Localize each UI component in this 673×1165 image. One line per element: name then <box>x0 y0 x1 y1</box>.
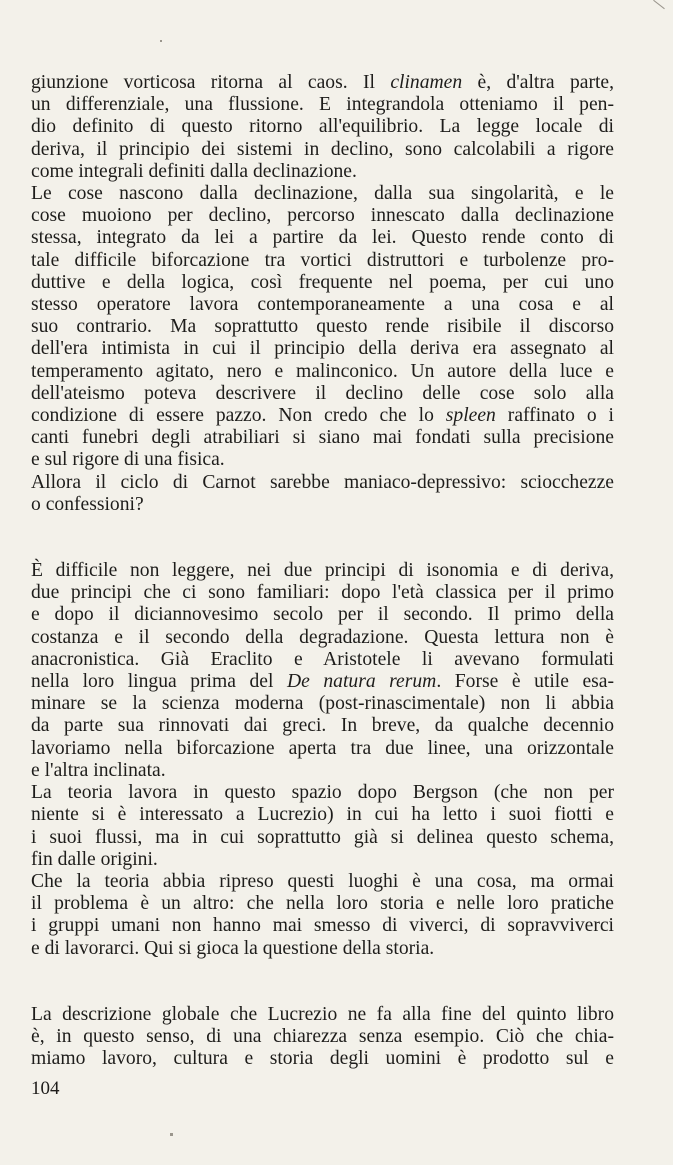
italic-title: De natura rerum <box>286 671 437 693</box>
text-line: cose muoiono per declino, percorso innescato dalla declinazione <box>31 205 614 227</box>
italic-term: clinamen <box>390 72 463 93</box>
paragraph <box>31 1004 614 1071</box>
page-number: 104 <box>31 1078 60 1099</box>
text-line: i gruppi umani non hanno mai smesso di viverci, di sopravviverci <box>31 915 614 937</box>
text-line: dell'ateismo poteva descrivere il declino delle cose solo alla <box>31 382 614 404</box>
text-line: giunzione vorticosa ritorna al caos. Il clinamen è, d'altra parte, <box>31 72 615 93</box>
text-line: Le cose nascono dalla declinazione, dalla sua singolarità, e le <box>31 183 614 205</box>
text-line: stessa, integrato da lei a partire da lei. Questo rende conto di <box>31 227 614 249</box>
text-line: dell'era intimista in cui il principio della deriva era assegnato al <box>31 338 614 360</box>
text-line: miamo lavoro, cultura e storia degli uomini è prodotto sul e <box>31 1048 614 1070</box>
paragraph <box>31 183 614 472</box>
italic-term: spleen <box>445 405 496 427</box>
paragraph <box>31 472 614 516</box>
text-line: e dopo il diciannovesimo secolo per il secondo. Il primo della <box>31 604 614 626</box>
section-gap <box>31 516 614 560</box>
text-line: e l'altra inclinata. <box>31 759 166 781</box>
text-line: e di lavorarci. Qui si gioca la questione della storia. <box>31 937 435 959</box>
text-line: deriva, il principio dei sistemi in declino, sono calcolabili a rigore <box>31 138 614 160</box>
paragraph <box>31 871 614 960</box>
body-text <box>31 72 614 1070</box>
text-line: lavoriamo nella biforcazione aperta tra due linee, una orizzontale <box>31 737 614 759</box>
text-line: Allora il ciclo di Carnot sarebbe maniaco-depressivo: sciocchezze <box>31 471 614 493</box>
text-line: o confessioni? <box>31 493 144 515</box>
text-line: Che la teoria abbia ripreso questi luoghi è una cosa, ma ormai <box>31 870 614 892</box>
text-line: canti funebri degli atrabiliari si siano mai fondati sulla precisione <box>31 427 614 449</box>
text-line: duttive e della logica, così frequente nel poema, per cui uno <box>31 271 614 293</box>
text-line: dio definito di questo ritorno all'equilibrio. La legge locale di <box>31 116 614 138</box>
text-line: un differenziale, una flussione. E integrandola otteniamo il pen- <box>31 94 614 116</box>
text-line: suo contrario. Ma soprattutto questo rende risibile il discorso <box>31 316 614 338</box>
paragraph <box>31 72 614 183</box>
text-line: fin dalle origini. <box>31 848 158 870</box>
paragraph <box>31 782 614 871</box>
text-line: è, in questo senso, di una chiarezza senza esempio. Ciò che chia- <box>31 1025 614 1047</box>
text-line: anacronistica. Già Eraclito e Aristotele li avevano formulati <box>31 648 614 670</box>
text-line: La descrizione globale che Lucrezio ne fa alla fine del quinto libro <box>31 1003 614 1025</box>
text-line: nella loro lingua prima del De natura rerum. Forse è utile esa- <box>31 671 614 693</box>
scan-speck <box>170 1133 173 1136</box>
paragraph <box>31 560 614 782</box>
text-line: i suoi flussi, ma in cui soprattutto già si delinea questo schema, <box>31 826 614 848</box>
text-line: condizione di essere pazzo. Non credo che lo spleen raffinato o i <box>31 405 614 427</box>
text-line: temperamento agitato, nero e malinconico. Un autore della luce e <box>31 360 614 382</box>
scan-speck <box>160 40 162 42</box>
text-line: costanza e il secondo della degradazione. Questa lettura non è <box>31 626 614 648</box>
text-line: tale difficile biforcazione tra vortici distruttori e turbolenze pro- <box>31 249 614 271</box>
text-line: niente si è interessato a Lucrezio) in cui ha letto i suoi fiotti e <box>31 804 614 826</box>
text-line: La teoria lavora in questo spazio dopo Bergson (che non per <box>31 782 614 804</box>
text-line: il problema è un altro: che nella loro storia e nelle loro pratiche <box>31 893 614 915</box>
text-line: minare se la scienza moderna (post-rinascimentale) non li abbia <box>31 693 614 715</box>
text-line: da parte sua rinnovati dai greci. In breve, da qualche decennio <box>31 715 614 737</box>
text-line: stesso operatore lavora contemporaneamente a una cosa e al <box>31 294 614 316</box>
section-gap <box>31 960 614 1004</box>
text-line: È difficile non leggere, nei due principi di isonomia e di deriva, <box>31 560 614 582</box>
text-line: due principi che ci sono familiari: dopo l'età classica per il primo <box>31 582 614 604</box>
text-line: e sul rigore di una fisica. <box>31 449 225 471</box>
scan-speck <box>653 0 665 9</box>
text-line: come integrali definiti dalla declinazione. <box>31 160 357 182</box>
